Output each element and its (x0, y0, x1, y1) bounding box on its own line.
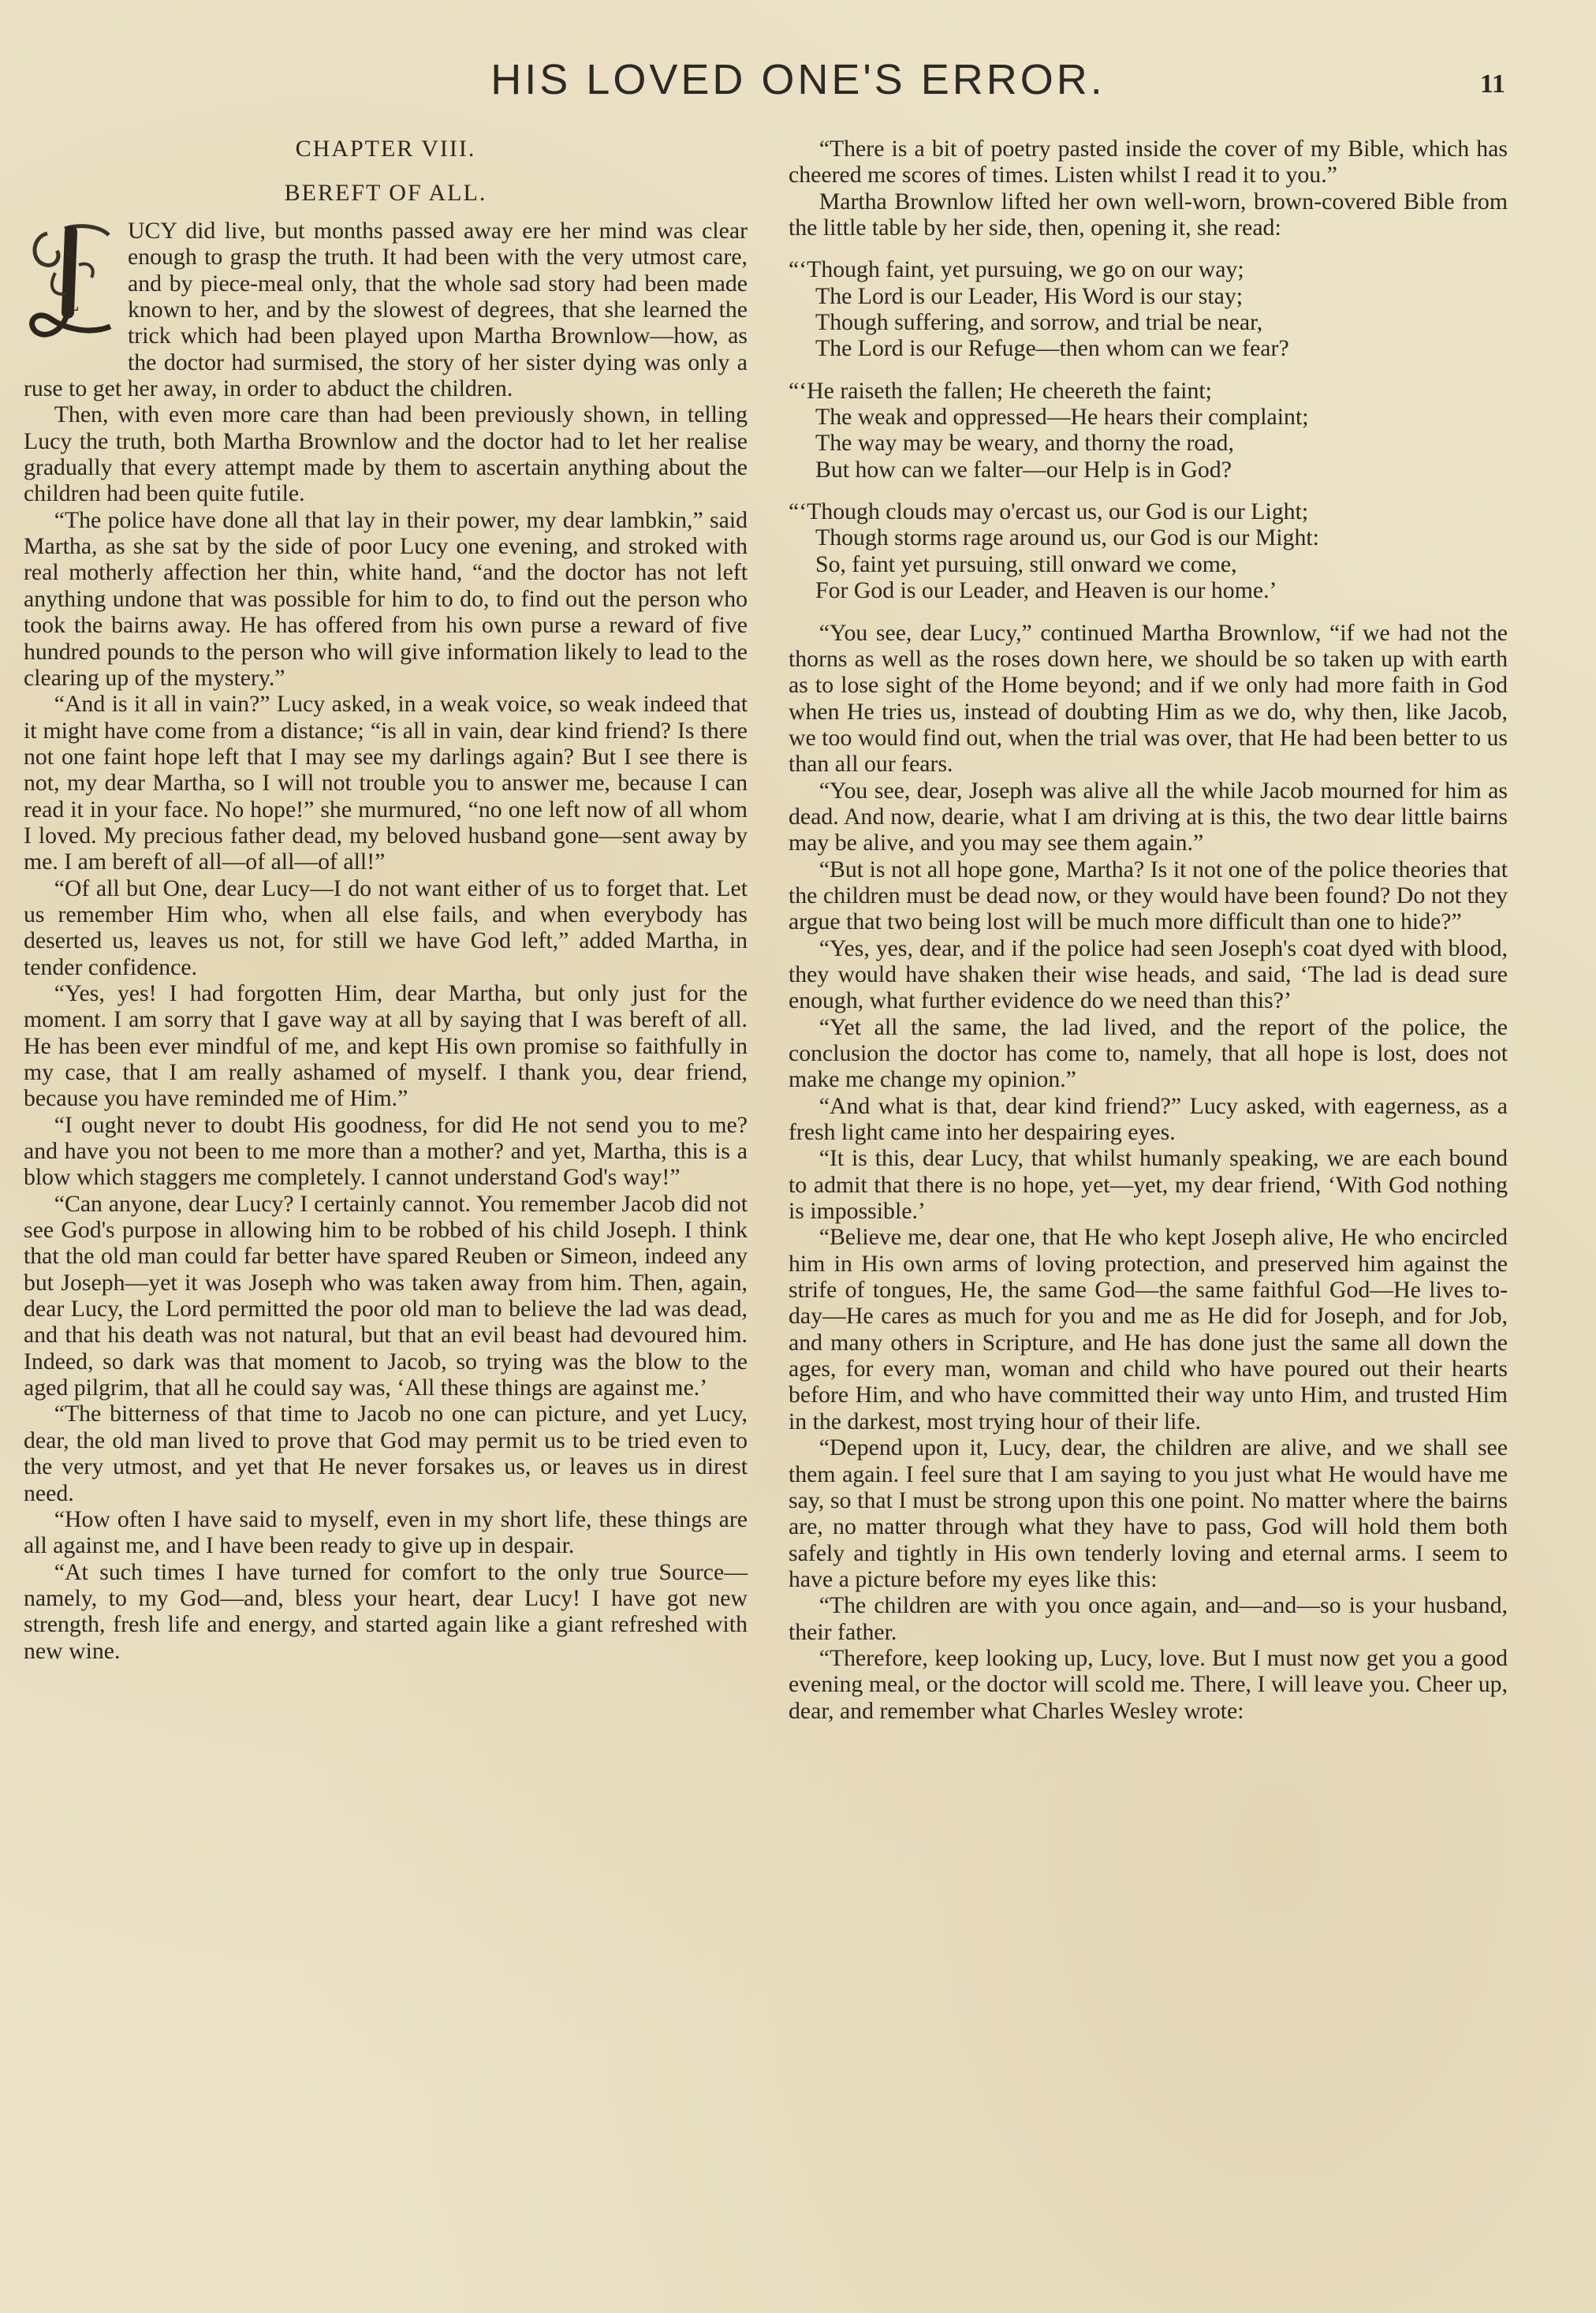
paragraph: UCY did live, but months passed away ere her mind was clear enough to grasp the truth. It had been with the very utmost care, and by piece-meal only, that the whole sad story had been made known to her, and by the slowest of degrees, that she learned the trick which had been played upon Martha Brownlow—how, as the doctor had surmised, the story of her sister dying was only a ruse to get her away, in order to abduct the children. (24, 218, 748, 402)
verse-line: The Lord is our Leader, His Word is our stay; (815, 282, 1244, 309)
paragraph: “At such times I have turned for comfort to the only true Source—namely, to my God—and, bless your heart, dear Lucy! I have got new strength, fresh life and energy, and started again like a giant refreshed with new wine. (24, 1558, 748, 1664)
paragraph: “The police have done all that lay in their power, my dear lambkin,” said Martha, as she sat by the side of poor Lucy one evening, and stroked with real motherly affection her thin, white hand, “and the doctor has not left anything undone that was possible for him to do, to find out the person who took the bairns away. He has offered from his own purse a reward of five hundred pounds to the person who will give information likely to lead to the clearing up of the mystery.” (24, 506, 748, 691)
paragraph: “And what is that, dear kind friend?” Lucy asked, with eagerness, as a fresh light came into her despairing eyes. (789, 1092, 1508, 1146)
paragraph: “There is a bit of poetry pasted inside the cover of my Bible, which has cheered me scores of times. Listen whilst I read it to you.” (789, 136, 1508, 188)
verse-line: “‘He raiseth the fallen; He cheereth the faint; (789, 377, 1212, 404)
paragraph: “How often I have said to myself, even in my short life, these things are all against me, and I have been ready to give up in despair. (24, 1505, 748, 1559)
verse-line: Though suffering, and sorrow, and trial be near, (815, 309, 1263, 336)
left-column (24, 136, 748, 1664)
paragraph: “Therefore, keep looking up, Lucy, love. But I must now get you a good evening meal, or the doctor will scold me. There, I will leave you. Cheer up, dear, and remember what Charles Wesley wrote: (789, 1644, 1508, 1724)
verse-line: “‘Though faint, yet pursuing, we go on our way; (789, 256, 1244, 283)
poem-stanza-2 (789, 378, 1508, 483)
paragraph: “You see, dear Lucy,” continued Martha Brownlow, “if we had not the thorns as well as the roses down here, we should be so taken up with earth as to lose sight of the Home beyond; and if we only had more faith in God when He tries us, instead of doubting Him as we do, why then, like Jacob, we too would find out, when the trial was over, that He had been better to us than all our fears. (789, 619, 1508, 778)
paragraph: “Believe me, dear one, that He who kept Joseph alive, He who encircled him in His own arms of loving protection, and preserved him against the strife of tongues, He, the same God—the same faithful God—He lives to-day—He cares as much for you and me as He did for Joseph, and for Job, and many others in Scripture, and He has done just the same all down the ages, for every man, woman and child who have poured out their hearts before Him, and who have committed their way unto Him, and trusted Him in the darkest, most trying hour of their life. (789, 1224, 1508, 1434)
poem-stanza-3 (789, 498, 1508, 603)
paragraph: “But is not all hope gone, Martha? Is it not one of the police theories that the children must be dead now, or they would have been found? Do not they argue that two being lost will be much more difficult than one to hide?” (789, 856, 1508, 935)
paragraph: “It is this, dear Lucy, that whilst humanly speaking, we are each bound to admit that there is no hope, yet—yet, my dear friend, ‘With God nothing is impossible.’ (789, 1145, 1508, 1225)
verse-line: For God is our Leader, and Heaven is our home.’ (815, 577, 1277, 604)
paragraph: “Yes, yes! I had forgotten Him, dear Martha, but only just for the moment. I am sorry that I gave way at all by saying that I was bereft of all. He has been ever mindful of me, and kept His own promise so faithfully in my case, that I am really ashamed of myself. I thank you, dear friend, because you have reminded me of Him.” (24, 979, 748, 1112)
chapter-heading: CHAPTER VIII. (295, 136, 476, 162)
paragraph: “And is it all in vain?” Lucy asked, in a weak voice, so weak indeed that it might have come from a distance; “is all in vain, dear kind friend? Is there not one faint hope left that I may see my darlings again? But I see there is not, my dear Martha, so I will not trouble you to answer me, because I can read it in your face. No hope!” she murmured, “no one left now of all whom I loved. My precious father dead, my beloved husband gone—sent away by me. I am bereft of all—of all—of all!” (24, 691, 748, 875)
page-number: 11 (1479, 69, 1505, 99)
paragraph: “Yet all the same, the lad lived, and the report of the police, the conclusion the doctor has come to, namely, that all hope is lost, does not make me change my opinion.” (789, 1013, 1508, 1093)
paragraph: “You see, dear, Joseph was alive all the while Jacob mourned for him as dead. And now, dearie, what I am driving at is this, the two dear little bairns may be alive, and you may see them again.” (789, 777, 1508, 856)
drop-cap (24, 218, 117, 352)
right-column (789, 136, 1508, 1724)
chapter-subtitle: BEREFT OF ALL. (284, 180, 487, 206)
paragraph: “The children are with you once again, and—and—so is your husband, their father. (789, 1592, 1508, 1645)
verse-line: Though storms rage around us, our God is our Might: (815, 524, 1319, 551)
verse-line: But how can we falter—our Help is in God? (815, 456, 1232, 483)
drop-cap-letter: L (65, 292, 80, 316)
paragraph: “Depend upon it, Lucy, dear, the children are alive, and we shall see them again. I feel sure that I am saying to you just what He would have me say, so that I must be strong upon this one point. No matter where the bairns are, no matter through what they have to pass, God will hold them both safely and tightly in His own tenderly loving and eternal arms. I seem to have a picture before my eyes like this: (789, 1434, 1508, 1592)
paragraph: “Of all but One, dear Lucy—I do not want either of us to forget that. Let us remember Him who, when all else fails, and when everybody has deserted us, leaves us not, for still we have God left,” added Martha, in tender confidence. (24, 875, 748, 980)
running-title: HIS LOVED ONE'S ERROR. (490, 56, 1106, 103)
page-header (0, 55, 1596, 118)
verse-line: “‘Though clouds may o'ercast us, our God is our Light; (789, 498, 1309, 525)
poem-stanza-1 (789, 256, 1508, 361)
paragraph: Martha Brownlow lifted her own well-worn, brown-covered Bible from the little table by her side, then, opening it, she read: (789, 188, 1508, 241)
paragraph: “I ought never to doubt His goodness, for did He not send you to me? and have you not been to me more than a mother? and yet, Martha, this is a blow which staggers me completely. I cannot understand God's way!” (24, 1111, 748, 1191)
verse-line: The way may be weary, and thorny the road, (815, 430, 1234, 457)
verse-line: The weak and oppressed—He hears their complaint; (815, 404, 1309, 431)
paragraph: “Yes, yes, dear, and if the police had seen Joseph's coat dyed with blood, they would have shaken their wise heads, and said, ‘The lad is dead sure enough, what further evidence do we need than this?’ (789, 935, 1508, 1014)
verse-line: So, faint yet pursuing, still onward we come, (815, 550, 1237, 577)
drop-cap-ornament-icon (24, 218, 117, 352)
paragraph: Then, with even more care than had been previously shown, in telling Lucy the truth, both Martha Brownlow and the doctor had to let her realise gradually that every attempt made by them to ascertain anything about the children had been quite futile. (24, 401, 748, 507)
verse-line: The Lord is our Refuge—then whom can we fear? (815, 335, 1289, 362)
paragraph: “Can anyone, dear Lucy? I certainly cannot. You remember Jacob did not see God's purpose in allowing him to be robbed of his child Joseph. I think that the old man could far better have spared Reuben or Simeon, indeed any but Joseph—yet it was Joseph who was taken away from him. Then, again, dear Lucy, the Lord permitted the poor old man to believe the lad was dead, and that his death was not natural, but that an evil beast had devoured him. Indeed, so dark was that moment to Jacob, so trying was the blow to the aged pilgrim, that all he could say was, ‘All these things are against me.’ (24, 1190, 748, 1401)
paragraph: “The bitterness of that time to Jacob no one can picture, and yet Lucy, dear, the old man lived to prove that God may permit us to be tried even to the very utmost, and yet that He never forsakes us, or leaves us in direst need. (24, 1401, 748, 1506)
